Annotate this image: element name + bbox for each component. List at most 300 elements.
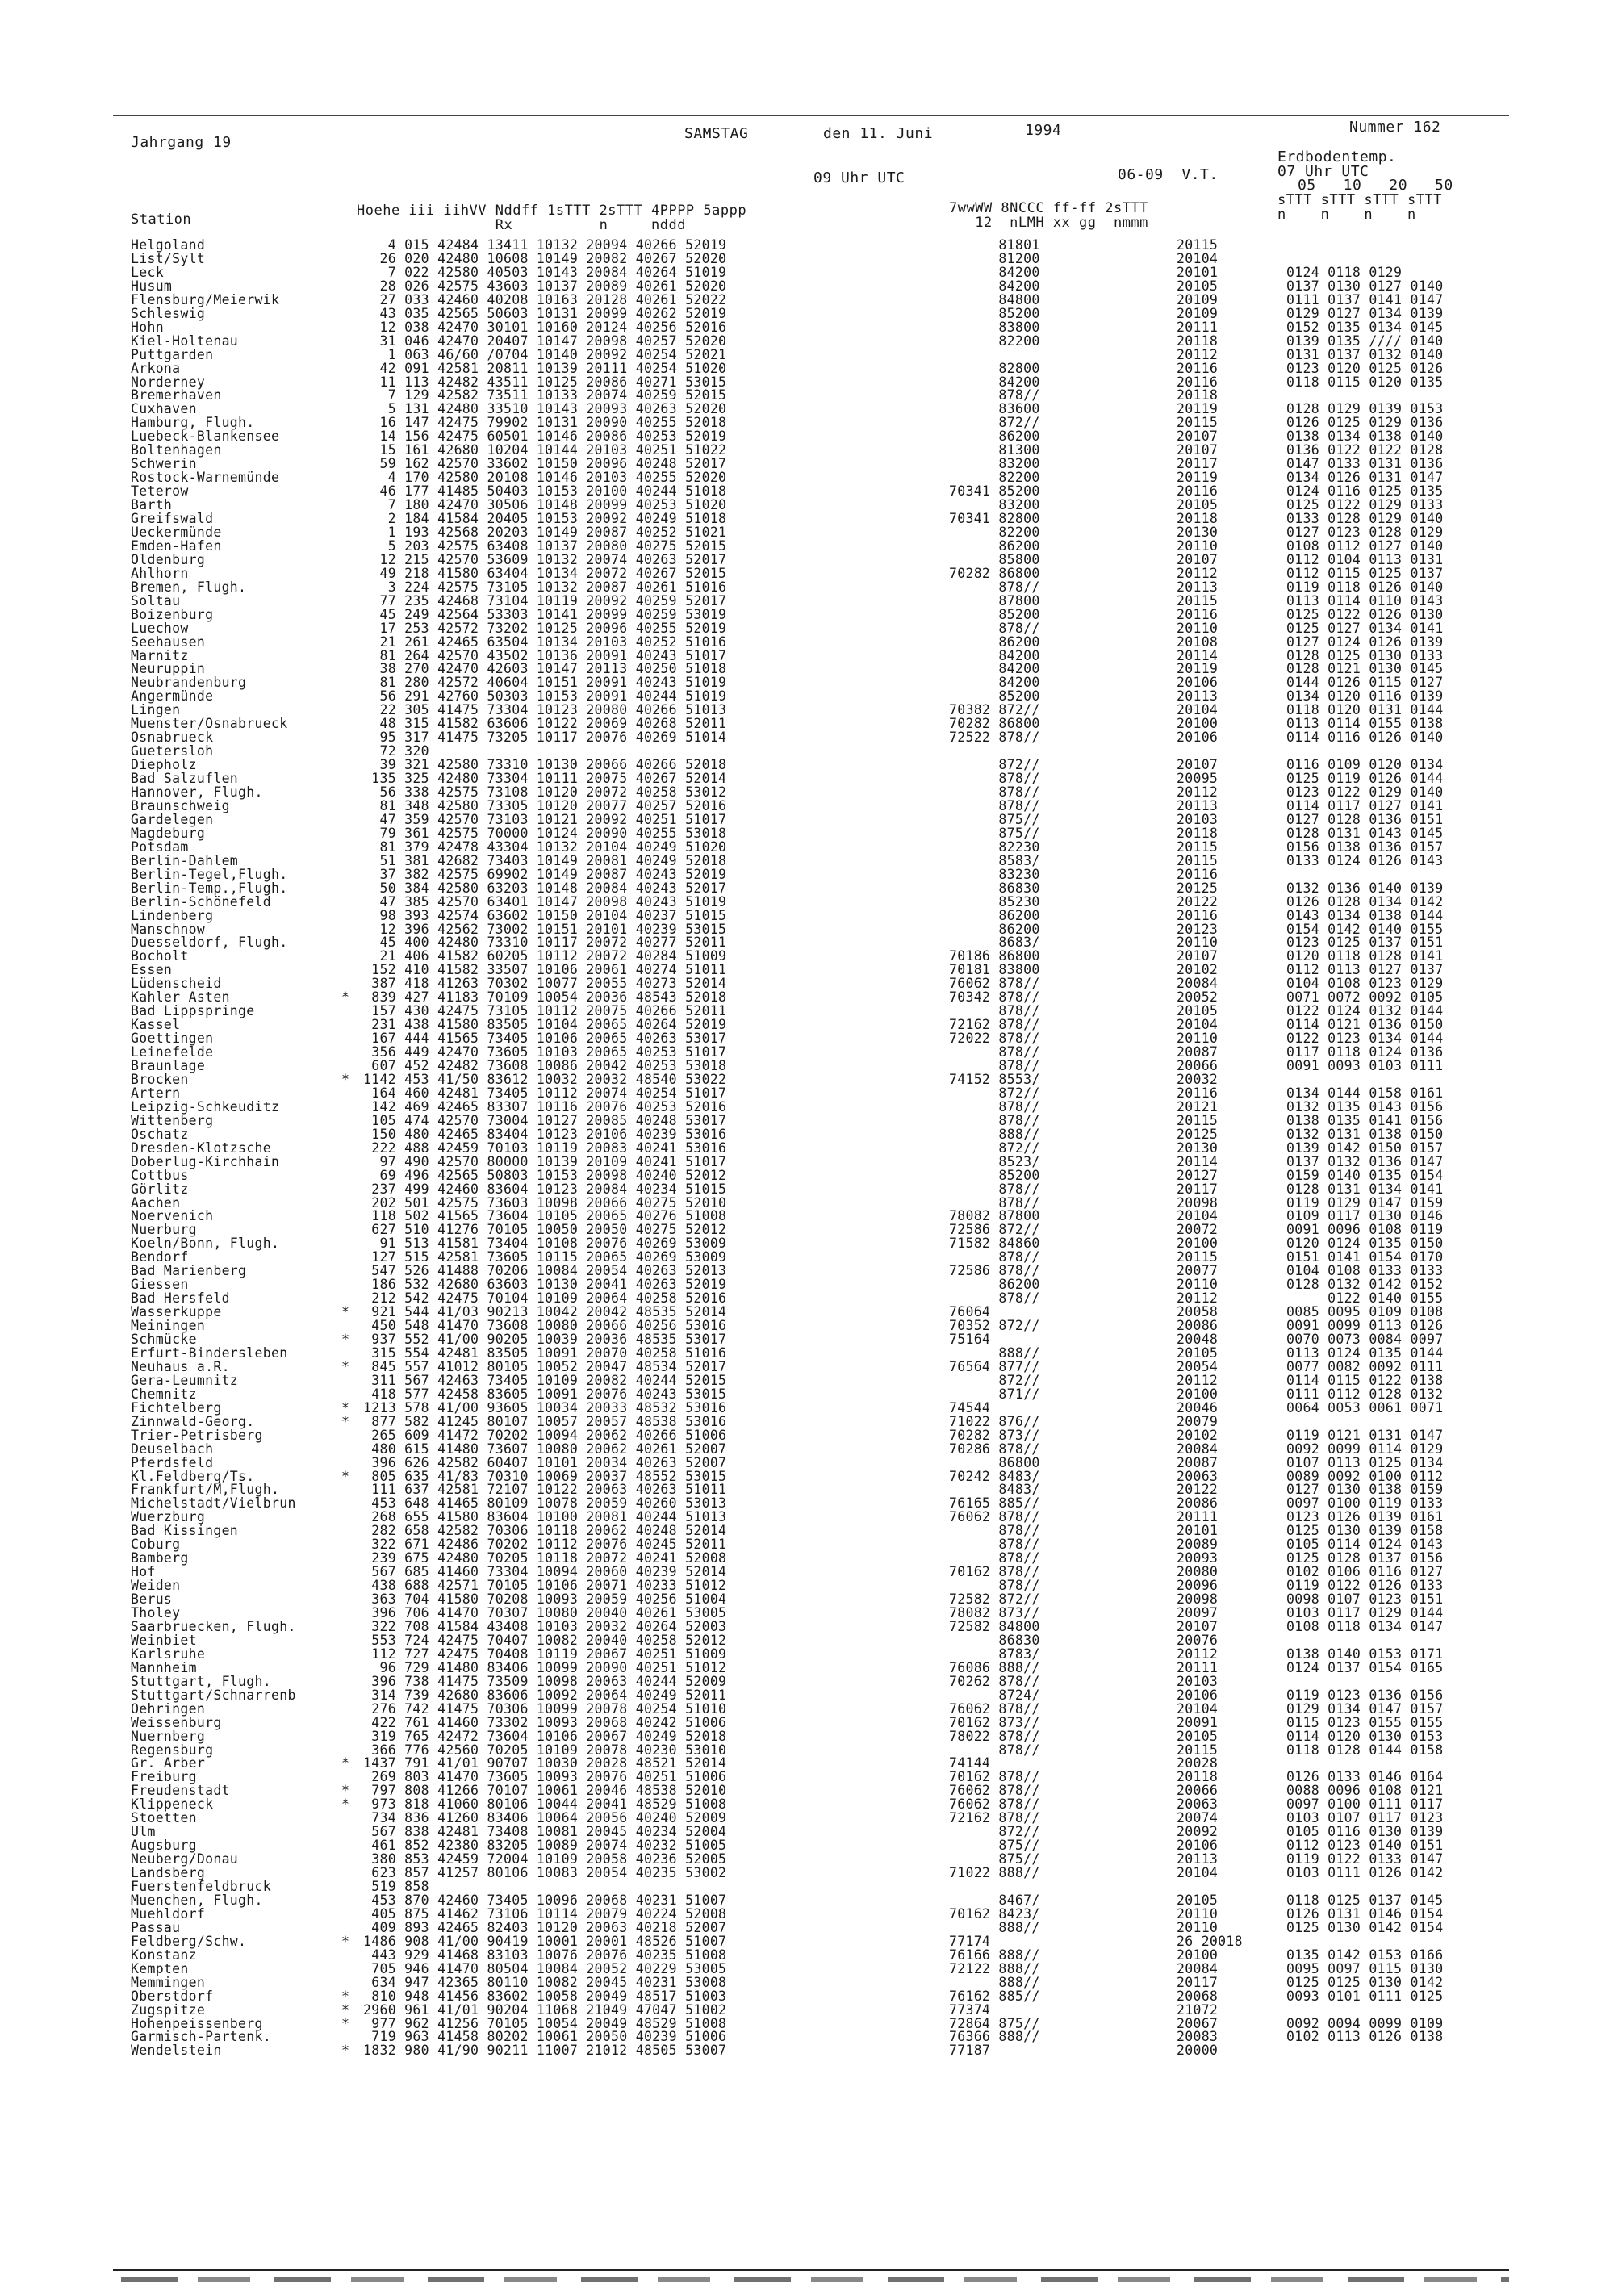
vt-values: 20113 xyxy=(1177,688,1219,705)
station-name: Giessen xyxy=(131,1277,189,1293)
table-row xyxy=(0,1714,1614,1730)
extra-values: 85230 xyxy=(949,893,1040,910)
table-row xyxy=(0,1413,1614,1429)
vt-values: 20116 xyxy=(1177,360,1219,376)
extra-values: 77174 xyxy=(949,1933,991,1949)
soil-values: 0108 0118 0134 0147 xyxy=(1286,1618,1444,1634)
station-name: Angermünde xyxy=(131,688,214,705)
soil-values: 0117 0118 0124 0136 xyxy=(1286,1044,1444,1060)
station-name: Fuerstenfeldbruck xyxy=(131,1879,271,1894)
vt-values: 20103 xyxy=(1177,1673,1219,1689)
main-values: 438 688 42571 70105 10106 20071 40233 51012 xyxy=(363,1578,727,1594)
main-values: 45 249 42564 53303 10141 20099 40259 53019 xyxy=(363,606,727,622)
station-name: Weinbiet xyxy=(131,1632,197,1648)
soil-values: 0128 0132 0142 0152 xyxy=(1286,1277,1444,1293)
station-name: Nuernberg xyxy=(131,1728,206,1744)
table-row xyxy=(0,1700,1614,1717)
vt-values: 20114 xyxy=(1177,647,1219,663)
vt-values: 20093 xyxy=(1177,1550,1219,1566)
vt-values: 20116 xyxy=(1177,1085,1219,1101)
table-row xyxy=(0,1429,1614,1442)
table-row xyxy=(0,606,1614,622)
vt-values: 20110 xyxy=(1177,1031,1219,1047)
extra-values: 78082 873// xyxy=(949,1605,1040,1621)
station-name: Freiburg xyxy=(131,1769,197,1785)
soil-values: 0112 0123 0140 0151 xyxy=(1286,1838,1444,1854)
vt-values: 20116 xyxy=(1177,907,1219,923)
station-name: Guetersloh xyxy=(131,743,214,759)
mountain-mark: * xyxy=(341,1783,350,1799)
soil-values: 0126 0131 0146 0154 xyxy=(1286,1905,1444,1922)
soil-values: 0091 0093 0103 0111 xyxy=(1286,1058,1444,1073)
soil-values: 0119 0122 0126 0133 xyxy=(1286,1578,1444,1594)
vt-values: 20087 xyxy=(1177,1044,1219,1060)
extra-values: 875// xyxy=(949,1838,1040,1854)
station-name: Lingen xyxy=(131,702,181,718)
main-values: 142 469 42465 83307 10116 20076 40253 52016 xyxy=(363,1098,727,1115)
main-values: 77 235 42468 73104 10119 20092 40259 52017 xyxy=(363,592,727,609)
table-row xyxy=(0,841,1614,854)
table-row xyxy=(0,280,1614,293)
main-values: 56 291 42760 50303 10153 20091 40244 51019 xyxy=(363,688,727,705)
soil-values: 0138 0135 0141 0156 xyxy=(1286,1112,1444,1128)
station-name: Bendorf xyxy=(131,1249,189,1265)
vt-values: 20117 xyxy=(1177,1974,1219,1990)
extra-values: 70342 878// xyxy=(949,989,1040,1006)
table-row xyxy=(0,786,1614,799)
main-values: 72 320 xyxy=(363,743,429,759)
vt-values: 20110 xyxy=(1177,537,1219,554)
table-row xyxy=(0,827,1614,840)
vt-values: 20058 xyxy=(1177,1304,1219,1320)
table-row xyxy=(0,250,1614,266)
soil-values: 0119 0122 0133 0147 xyxy=(1286,1851,1444,1867)
vt-values: 20107 xyxy=(1177,429,1219,445)
mountain-mark: * xyxy=(341,2001,350,2018)
extra-values: 878// xyxy=(949,620,1040,636)
table-row xyxy=(0,1579,1614,1592)
vt-values: 20112 xyxy=(1177,784,1219,800)
station-name: Wendelstein xyxy=(131,2043,222,2059)
soil-values: 0064 0053 0061 0071 xyxy=(1286,1399,1444,1416)
main-values: 21 261 42465 63504 10134 20103 40252 51016 xyxy=(363,634,727,650)
table-row xyxy=(0,1306,1614,1319)
main-values: 12 215 42570 53609 10132 20074 40263 52017 xyxy=(363,551,727,567)
soil-values: 0091 0096 0108 0119 xyxy=(1286,1222,1444,1238)
table-row xyxy=(0,1265,1614,1278)
main-values: 112 727 42475 70408 10119 20067 40251 51009 xyxy=(363,1646,727,1662)
vt-values: 20116 xyxy=(1177,866,1219,882)
extra-values: 878// xyxy=(949,1550,1040,1566)
vt-values: 20118 xyxy=(1177,387,1219,404)
main-values: 607 452 42482 73608 10086 20042 40253 53018 xyxy=(363,1058,727,1073)
extra-values: 875// xyxy=(949,1851,1040,1867)
soil-values: 0103 0107 0117 0123 xyxy=(1286,1810,1444,1826)
extra-values: 70162 878// xyxy=(949,1769,1040,1785)
table-row xyxy=(0,1812,1614,1825)
table-row xyxy=(0,676,1614,689)
soil-values: 0128 0131 0143 0145 xyxy=(1286,825,1444,841)
soil-values: 0154 0142 0140 0155 xyxy=(1286,921,1444,937)
extra-values: 875// xyxy=(949,811,1040,827)
extra-values: 872// xyxy=(949,1824,1040,1840)
extra-values: 878// xyxy=(949,1003,1040,1019)
extra-values: 878// xyxy=(949,1181,1040,1197)
table-row xyxy=(0,1483,1614,1496)
extra-values: 83200 xyxy=(949,497,1040,513)
table-row xyxy=(0,1278,1614,1291)
extra-values: 8523/ xyxy=(949,1153,1040,1169)
station-name: Neubrandenburg xyxy=(131,675,247,691)
main-values: 5 203 42575 63408 10137 20080 40275 52015 xyxy=(363,537,727,554)
table-row xyxy=(0,1183,1614,1196)
main-values: 719 963 41458 80202 10061 20050 40239 51006 xyxy=(363,2029,727,2045)
soil-values: 0118 0115 0120 0135 xyxy=(1286,374,1444,390)
station-name: Zinnwald-Georg. xyxy=(131,1413,255,1429)
table-row xyxy=(0,964,1614,977)
extra-values: 888// xyxy=(949,1974,1040,1990)
vt-values: 20106 xyxy=(1177,675,1219,691)
extra-values: 70286 878// xyxy=(949,1441,1040,1457)
station-name: Greifswald xyxy=(131,511,214,526)
vt-values: 20096 xyxy=(1177,1578,1219,1594)
main-values: 97 490 42570 80000 10139 20109 40241 51017 xyxy=(363,1153,727,1169)
main-values: 186 532 42680 63603 10130 20041 40263 52019 xyxy=(363,1277,727,1293)
vt-values: 20066 xyxy=(1177,1783,1219,1799)
station-name: Manschnow xyxy=(131,921,206,937)
main-values: 12 038 42470 30101 10160 20124 40256 52016 xyxy=(363,319,727,335)
main-values: 805 635 41/83 70310 10069 20037 48552 53015 xyxy=(363,1468,727,1484)
table-row xyxy=(0,1960,1614,1976)
station-name: Wittenberg xyxy=(131,1112,214,1128)
extra-values: 70352 872// xyxy=(949,1318,1040,1334)
vt-values: 20104 xyxy=(1177,1017,1219,1033)
soil-values: 0138 0140 0153 0171 xyxy=(1286,1646,1444,1662)
extra-values: 872// xyxy=(949,415,1040,431)
station-name: Zugspitze xyxy=(131,2001,206,2018)
table-row xyxy=(0,731,1614,744)
table-row xyxy=(0,2015,1614,2031)
vt-values: 20107 xyxy=(1177,948,1219,964)
station-name: Lindenberg xyxy=(131,907,214,923)
main-values: 46 177 41485 50403 10153 20100 40244 51018 xyxy=(363,483,727,500)
main-values: 315 554 42481 83505 10091 20070 40258 51016 xyxy=(363,1345,727,1361)
mountain-mark: * xyxy=(341,1468,350,1484)
extra-values: 878// xyxy=(949,1044,1040,1060)
extra-values: 85200 xyxy=(949,606,1040,622)
station-name: Freudenstadt xyxy=(131,1783,230,1799)
station-name: Gr. Arber xyxy=(131,1755,206,1771)
vt-values: 20105 xyxy=(1177,1345,1219,1361)
extra-values: 84200 xyxy=(949,264,1040,280)
table-row xyxy=(0,1153,1614,1169)
table-row xyxy=(0,1237,1614,1250)
main-values: 311 567 42463 73405 10109 20082 40244 52015 xyxy=(363,1372,727,1388)
station-name: Kassel xyxy=(131,1017,181,1033)
main-values: 7 180 42470 30506 10148 20099 40253 51020 xyxy=(363,497,727,513)
vt-values: 20095 xyxy=(1177,771,1219,787)
main-values: 81 348 42580 73305 10120 20077 40257 52016 xyxy=(363,797,727,813)
extra-values: 8724/ xyxy=(949,1687,1040,1703)
soil-values: 0104 0108 0123 0129 xyxy=(1286,976,1444,992)
table-row xyxy=(0,923,1614,936)
vt-values: 20104 xyxy=(1177,250,1219,266)
column-header-soil: sTTT sTTT sTTT sTTT xyxy=(1277,192,1442,208)
soil-values: 0159 0140 0135 0154 xyxy=(1286,1167,1444,1183)
vt-values: 20115 xyxy=(1177,852,1219,868)
main-values: 845 557 41012 80105 10052 20047 48534 52017 xyxy=(363,1358,727,1374)
station-name: Aachen xyxy=(131,1194,181,1211)
soil-values: 0127 0123 0128 0129 xyxy=(1286,524,1444,540)
soil-values: 0133 0124 0126 0143 xyxy=(1286,852,1444,868)
station-name: Kl.Feldberg/Ts. xyxy=(131,1468,255,1484)
vt-values: 20100 xyxy=(1177,1236,1219,1252)
main-values: 322 671 42486 70202 10112 20076 40245 52011 xyxy=(363,1537,727,1553)
main-values: 797 808 41266 70107 10061 20046 48538 52010 xyxy=(363,1783,727,1799)
extra-values: 76366 888// xyxy=(949,2029,1040,2045)
table-row xyxy=(0,636,1614,649)
table-row xyxy=(0,1142,1614,1155)
table-row xyxy=(0,704,1614,717)
main-values: 1832 980 41/90 90211 11007 21012 48505 53007 xyxy=(363,2043,727,2059)
main-values: 366 776 42560 70205 10109 20078 40230 53010 xyxy=(363,1742,727,1758)
station-name: Bad Kissingen xyxy=(131,1523,239,1539)
extra-values: 76062 878// xyxy=(949,1509,1040,1525)
soil-values: 0108 0112 0127 0140 xyxy=(1286,537,1444,554)
soil-values: 0070 0073 0084 0097 xyxy=(1286,1332,1444,1347)
extra-values: 74152 8553/ xyxy=(949,1071,1040,1087)
vt-values: 20110 xyxy=(1177,620,1219,636)
table-row xyxy=(0,1648,1614,1661)
station-name: Husum xyxy=(131,278,173,294)
main-values: 56 338 42575 73108 10120 20072 40258 53012 xyxy=(363,784,727,800)
soil-values: 0125 0125 0130 0142 xyxy=(1286,1974,1444,1990)
soil-values: 0126 0125 0129 0136 xyxy=(1286,415,1444,431)
soil-values: 0125 0127 0134 0141 xyxy=(1286,620,1444,636)
vt-values: 20107 xyxy=(1177,757,1219,773)
vt-values: 20098 xyxy=(1177,1194,1219,1211)
vt-values: 20105 xyxy=(1177,278,1219,294)
extra-values: 72162 878// xyxy=(949,1017,1040,1033)
soil-values: 0144 0126 0115 0127 xyxy=(1286,675,1444,691)
table-row xyxy=(0,2044,1614,2057)
vt-values: 20119 xyxy=(1177,661,1219,677)
soil-values: 0133 0128 0129 0140 xyxy=(1286,511,1444,526)
main-values: 222 488 42459 70103 10119 20083 40241 53016 xyxy=(363,1140,727,1156)
extra-values: 85200 xyxy=(949,688,1040,705)
extra-values: 70382 872// xyxy=(949,702,1040,718)
main-values: 363 704 41580 70208 10093 20059 40256 51004 xyxy=(363,1591,727,1608)
station-name: Nuerburg xyxy=(131,1222,197,1238)
station-name: Tholey xyxy=(131,1605,181,1621)
station-name: Lüdenscheid xyxy=(131,976,222,992)
main-values: 127 515 42581 73605 10115 20065 40269 53009 xyxy=(363,1249,727,1265)
soil-values: 0114 0120 0130 0153 xyxy=(1286,1728,1444,1744)
soil-values: 0119 0123 0136 0156 xyxy=(1286,1687,1444,1703)
table-row xyxy=(0,1194,1614,1211)
vt-values: 20104 xyxy=(1177,702,1219,718)
extra-values: 76166 888// xyxy=(949,1947,1040,1963)
vt-values: 20089 xyxy=(1177,1537,1219,1553)
extra-values: 72162 878// xyxy=(949,1810,1040,1826)
soil-values: 0097 0100 0111 0117 xyxy=(1286,1796,1444,1813)
mountain-mark: * xyxy=(341,1933,350,1949)
station-name: Berus xyxy=(131,1591,173,1608)
soil-values: 0125 0119 0126 0144 xyxy=(1286,771,1444,787)
extra-values: 86200 xyxy=(949,1277,1040,1293)
soil-values: 0109 0117 0130 0146 xyxy=(1286,1208,1444,1224)
soil-values: 0152 0135 0134 0145 xyxy=(1286,319,1444,335)
table-row xyxy=(0,1771,1614,1784)
main-values: 567 685 41460 73304 10094 20060 40239 52014 xyxy=(363,1564,727,1580)
main-values: 461 852 42380 83205 10089 20074 40232 51005 xyxy=(363,1838,727,1854)
vt-values: 20118 xyxy=(1177,511,1219,526)
main-values: 59 162 42570 33602 10150 20096 40248 52017 xyxy=(363,456,727,472)
main-values: 553 724 42475 70407 10082 20040 40258 52012 xyxy=(363,1632,727,1648)
soil-values: 0113 0124 0135 0144 xyxy=(1286,1345,1444,1361)
table-row xyxy=(0,1826,1614,1838)
soil-values: 0102 0106 0116 0127 xyxy=(1286,1564,1444,1580)
station-name: Klippeneck xyxy=(131,1796,214,1813)
table-row xyxy=(0,936,1614,949)
station-name: Neuruppin xyxy=(131,661,206,677)
vt-values: 20115 xyxy=(1177,592,1219,609)
soil-values: 0138 0134 0138 0140 xyxy=(1286,429,1444,445)
table-row xyxy=(0,1046,1614,1059)
main-values: 356 449 42470 73605 10103 20065 40253 51017 xyxy=(363,1044,727,1060)
vt-values: 20114 xyxy=(1177,1153,1219,1169)
extra-values: 8483/ xyxy=(949,1482,1040,1498)
station-name: Wuerzburg xyxy=(131,1509,206,1525)
station-name: Artern xyxy=(131,1085,181,1101)
vt-values: 20110 xyxy=(1177,935,1219,951)
vt-values: 20110 xyxy=(1177,1905,1219,1922)
soil-title: Erdbodentemp. xyxy=(1277,148,1397,165)
main-values: 2 184 41584 20405 10153 20092 40249 51018 xyxy=(363,511,727,526)
year-label: 1994 xyxy=(1025,122,1062,139)
soil-values: 0119 0129 0147 0159 xyxy=(1286,1194,1444,1211)
vt-values: 20113 xyxy=(1177,579,1219,595)
extra-values: 85200 xyxy=(949,305,1040,321)
vt-values: 20117 xyxy=(1177,1181,1219,1197)
soil-values: 0105 0114 0124 0143 xyxy=(1286,1537,1444,1553)
table-row xyxy=(0,1618,1614,1634)
table-row xyxy=(0,1374,1614,1387)
day-label: SAMSTAG xyxy=(684,125,749,142)
main-values: 1142 453 41/50 83612 10032 20032 48540 53022 xyxy=(363,1071,727,1087)
main-values: 921 544 41/03 90213 10042 20042 48535 52014 xyxy=(363,1304,727,1320)
soil-values: 0137 0130 0127 0140 xyxy=(1286,278,1444,294)
table-row xyxy=(0,1292,1614,1305)
vt-values: 20116 xyxy=(1177,374,1219,390)
station-name: Stuttgart, Flugh. xyxy=(131,1673,271,1689)
mountain-mark: * xyxy=(341,1358,350,1374)
vt-values: 20118 xyxy=(1177,1769,1219,1785)
soil-values: 0126 0133 0146 0164 xyxy=(1286,1769,1444,1785)
soil-values: 0119 0121 0131 0147 xyxy=(1286,1427,1444,1443)
vt-values: 20084 xyxy=(1177,1441,1219,1457)
column-header-extra: 7wwWW 8NCCC ff-ff 2sTTT xyxy=(949,200,1148,216)
extra-values: 84200 xyxy=(949,374,1040,390)
main-values: 567 838 42481 73408 10081 20045 40234 52004 xyxy=(363,1824,727,1840)
station-name: Goettingen xyxy=(131,1031,214,1047)
main-values: 16 147 42475 79902 10131 20090 40255 52018 xyxy=(363,415,727,431)
station-name: Michelstadt/Vielbrun xyxy=(131,1495,296,1512)
table-row xyxy=(0,1634,1614,1647)
vt-values: 20112 xyxy=(1177,565,1219,581)
extra-values: 85200 xyxy=(949,1167,1040,1183)
vt-values: 20105 xyxy=(1177,1728,1219,1744)
soil-values: 0125 0122 0126 0130 xyxy=(1286,606,1444,622)
soil-values: 0127 0128 0136 0151 xyxy=(1286,811,1444,827)
table-row xyxy=(0,1552,1614,1565)
station-name: Oehringen xyxy=(131,1700,206,1717)
station-name: Garmisch-Partenk. xyxy=(131,2029,271,2045)
vt-values: 20106 xyxy=(1177,730,1219,746)
soil-time: 07 Uhr UTC xyxy=(1277,163,1369,180)
soil-values: 0151 0141 0154 0170 xyxy=(1286,1249,1444,1265)
table-row xyxy=(0,772,1614,785)
main-values: 27 033 42460 40208 10163 20128 40261 52022 xyxy=(363,291,727,307)
table-row xyxy=(0,1675,1614,1688)
extra-values: 72582 84800 xyxy=(949,1618,1040,1634)
main-values: 1486 908 41/00 90419 10001 20001 48526 51007 xyxy=(363,1933,727,1949)
station-name: Oberstdorf xyxy=(131,1988,214,2004)
extra-values: 70162 8423/ xyxy=(949,1905,1040,1922)
main-values: 21 406 41582 60205 10112 20072 40284 51009 xyxy=(363,948,727,964)
vt-values: 21072 xyxy=(1177,2001,1219,2018)
main-values: 98 393 42574 63602 10150 20104 40237 51015 xyxy=(363,907,727,923)
station-name: Gera-Leumnitz xyxy=(131,1372,239,1388)
main-values: 47 359 42570 73103 10121 20092 40251 51017 xyxy=(363,811,727,827)
soil-values: 0132 0135 0143 0156 xyxy=(1286,1098,1444,1115)
soil-values: 0114 0115 0122 0138 xyxy=(1286,1372,1444,1388)
soil-values: 0131 0137 0132 0140 xyxy=(1286,346,1444,362)
station-name: Leck xyxy=(131,264,164,280)
station-name: Saarbruecken, Flugh. xyxy=(131,1618,296,1634)
extra-values: 888// xyxy=(949,1345,1040,1361)
soil-values: 0127 0124 0126 0139 xyxy=(1286,634,1444,650)
station-name: Berlin-Dahlem xyxy=(131,852,239,868)
extra-values: 83200 xyxy=(949,456,1040,472)
extra-values: 70341 82800 xyxy=(949,511,1040,526)
main-values: 409 893 42465 82403 10120 20063 40218 52007 xyxy=(363,1919,727,1935)
station-name: Bad Marienberg xyxy=(131,1263,247,1279)
main-values: 81 280 42572 40604 10151 20091 40243 51019 xyxy=(363,675,727,691)
soil-values: 0092 0099 0114 0129 xyxy=(1286,1441,1444,1457)
station-name: Luechow xyxy=(131,620,189,636)
soil-values: 0118 0120 0131 0144 xyxy=(1286,702,1444,718)
table-row xyxy=(0,1032,1614,1045)
main-values: 937 552 41/00 90205 10039 20036 48535 53017 xyxy=(363,1332,727,1347)
main-values: 519 858 xyxy=(363,1879,429,1894)
main-values: 480 615 41480 73607 10080 20062 40261 52007 xyxy=(363,1441,727,1457)
vt-values: 20122 xyxy=(1177,1482,1219,1498)
extra-values: 86200 xyxy=(949,537,1040,554)
station-name: Flensburg/Meierwik xyxy=(131,291,280,307)
extra-values: 76062 878// xyxy=(949,1783,1040,1799)
main-values: 1 193 42568 20203 10149 20087 40252 51021 xyxy=(363,524,727,540)
station-name: Helgoland xyxy=(131,237,206,253)
station-name: Landsberg xyxy=(131,1865,206,1881)
table-row xyxy=(0,1744,1614,1757)
table-row xyxy=(0,797,1614,813)
table-row xyxy=(0,1867,1614,1880)
main-values: 1437 791 41/01 90707 10030 20028 48521 52014 xyxy=(363,1755,727,1771)
table-row xyxy=(0,1087,1614,1100)
main-values: 418 577 42458 83605 10091 20076 40243 53015 xyxy=(363,1386,727,1402)
station-name: Schmücke xyxy=(131,1332,197,1347)
